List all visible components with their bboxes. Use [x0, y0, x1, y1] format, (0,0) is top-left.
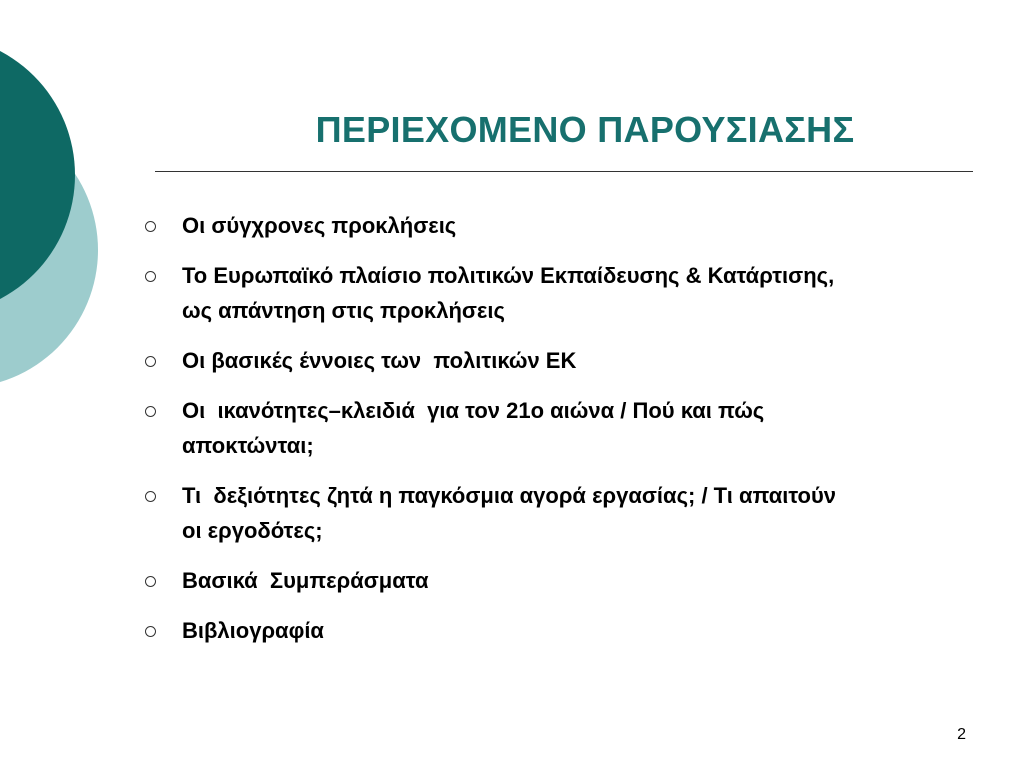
list-item-text: Το Ευρωπαϊκό πλαίσιο πολιτικών Εκπαίδευσης & Κατάρτισης, ως απάντηση στις προκλήσεις [182, 263, 835, 323]
list-item-text: Οι ικανότητες–κλειδιά για τον 21ο αιώνα / Πού και πώς αποκτώνται; [182, 398, 765, 458]
list-item [142, 478, 972, 548]
circle-bullet-icon [145, 271, 156, 282]
circle-bullet-icon [145, 491, 156, 502]
list-item-text: Βασικά Συμπεράσματα [182, 568, 429, 593]
circle-bullet-icon [145, 406, 156, 417]
list-item [142, 613, 972, 648]
list-item [142, 258, 972, 328]
decorative-circles [0, 0, 120, 420]
circle-bullet-icon [145, 356, 156, 367]
list-item-text: Βιβλιογραφία [182, 618, 324, 643]
list-item [142, 563, 972, 598]
list-item [142, 208, 972, 243]
list-item-text: Οι σύγχρονες προκλήσεις [182, 213, 457, 238]
content-list [142, 208, 972, 663]
page-number: 2 [957, 726, 966, 743]
circle-bullet-icon [145, 626, 156, 637]
list-item [142, 343, 972, 378]
list-item-text: Τι δεξιότητες ζητά η παγκόσμια αγορά εργασίας; / Τι απαιτούν οι εργοδότες; [182, 483, 837, 543]
list-item [142, 393, 972, 463]
slide-title: ΠΕΡΙΕΧΟΜΕΝΟ ΠΑΡΟΥΣΙΑΣΗΣ [315, 109, 855, 150]
circle-bullet-icon [145, 221, 156, 232]
circle-bullet-icon [145, 576, 156, 587]
list-item-text: Οι βασικές έννοιες των πολιτικών ΕΚ [182, 348, 577, 373]
title-divider [155, 171, 973, 172]
